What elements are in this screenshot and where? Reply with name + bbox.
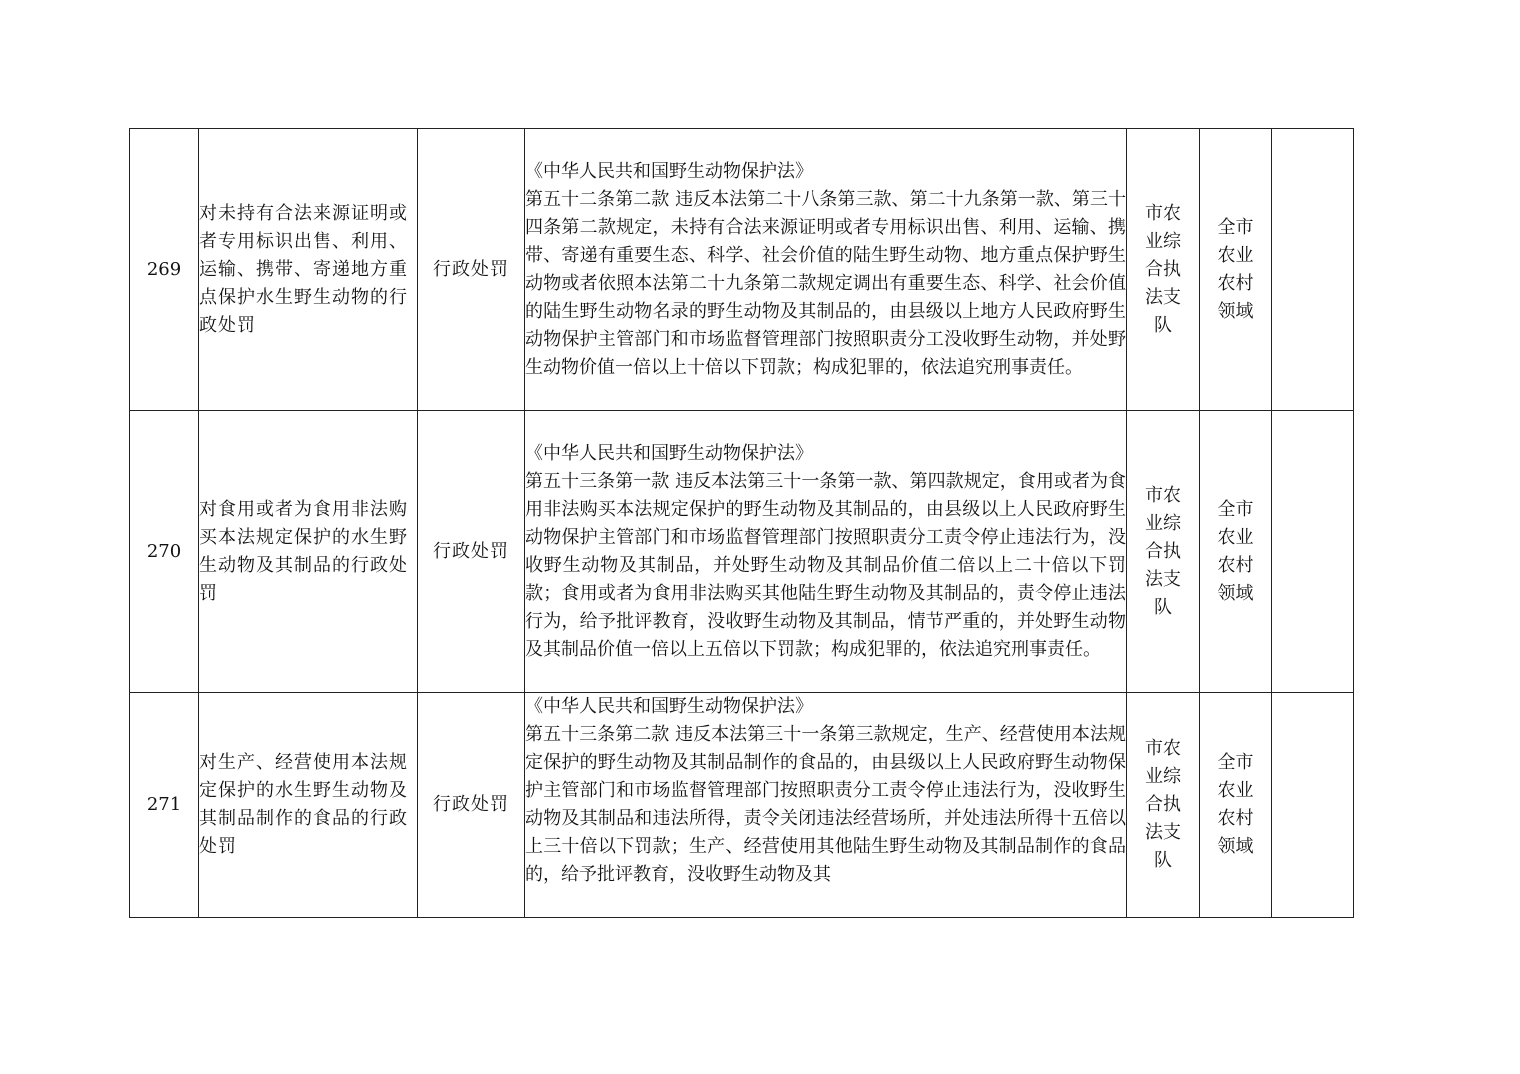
power-type: 行政处罚 (418, 411, 525, 693)
legal-basis (525, 693, 1127, 918)
table-row (130, 693, 1354, 918)
legal-basis (525, 411, 1127, 693)
scope (1200, 411, 1272, 693)
dept-text: 市农业综合执法支队 (1145, 484, 1181, 618)
power-type: 行政处罚 (418, 129, 525, 411)
scope-text: 全市农业农村领域 (1217, 498, 1254, 604)
note (1272, 411, 1354, 693)
law-article: 第五十三条第二款 违反本法第三十一条第三款规定，生产、经营使用本法规定保护的野生动物及其制品制作的食品的，由县级以上人民政府野生动物保护主管部门和市场监督管理部门按照职责分工责令停止违法行为，没收野生动物及其制品和违法所得，责令关闭违法经营场所，并处违法所得十五倍以上三十倍以下罚款；生产、经营使用其他陆生野生动物及其制品制作的食品的，给予批评教育，没收野生动物及其 (525, 724, 1126, 885)
note (1272, 129, 1354, 411)
responsible-dept (1127, 693, 1200, 918)
dept-text: 市农业综合执法支队 (1145, 738, 1181, 871)
item-name: 对食用或者为食用非法购买本法规定保护的水生野生动物及其制品的行政处罚 (199, 411, 418, 693)
responsible-dept (1127, 129, 1200, 411)
responsible-dept (1127, 411, 1200, 693)
table-row (130, 129, 1354, 411)
law-title: 《中华人民共和国野生动物保护法》 (525, 696, 813, 717)
row-number: 271 (130, 693, 199, 918)
table-row (130, 411, 1354, 693)
item-name: 对未持有合法来源证明或者专用标识出售、利用、运输、携带、寄递地方重点保护水生野生动物的行政处罚 (199, 129, 418, 411)
row-number: 269 (130, 129, 199, 411)
scope (1200, 129, 1272, 411)
legal-basis (525, 129, 1127, 411)
scope (1200, 693, 1272, 918)
item-name: 对生产、经营使用本法规定保护的水生野生动物及其制品制作的食品的行政处罚 (199, 693, 418, 918)
row-number: 270 (130, 411, 199, 693)
penalty-table (129, 128, 1354, 918)
scope-text: 全市农业农村领域 (1217, 752, 1254, 857)
law-title: 《中华人民共和国野生动物保护法》 (525, 160, 813, 182)
dept-text: 市农业综合执法支队 (1145, 202, 1181, 336)
scope-text: 全市农业农村领域 (1217, 216, 1254, 322)
law-article: 第五十二条第二款 违反本法第二十八条第三款、第二十九条第一款、第三十四条第二款规定，未持有合法来源证明或者专用标识出售、利用、运输、携带、寄递有重要生态、科学、社会价值的陆生野生动物、地方重点保护野生动物或者依照本法第二十九条第二款规定调出有重要生态、科学、社会价值的陆生野生动物名录的野生动物及其制品的，由县级以上地方人民政府野生动物保护主管部门和市场监督管理部门按照职责分工没收野生动物，并处野生动物价值一倍以上十倍以下罚款；构成犯罪的，依法追究刑事责任。 (525, 188, 1126, 378)
note (1272, 693, 1354, 918)
law-title: 《中华人民共和国野生动物保护法》 (525, 442, 813, 464)
power-type: 行政处罚 (418, 693, 525, 918)
law-article: 第五十三条第一款 违反本法第三十一条第一款、第四款规定，食用或者为食用非法购买本法规定保护的野生动物及其制品的，由县级以上人民政府野生动物保护主管部门和市场监督管理部门按照职责分工责令停止违法行为，没收野生动物及其制品，并处野生动物及其制品价值二倍以上二十倍以下罚款；食用或者为食用非法购买其他陆生野生动物及其制品的，责令停止违法行为，给予批评教育，没收野生动物及其制品，情节严重的，并处野生动物及其制品价值一倍以上五倍以下罚款；构成犯罪的，依法追究刑事责任。 (525, 470, 1126, 660)
